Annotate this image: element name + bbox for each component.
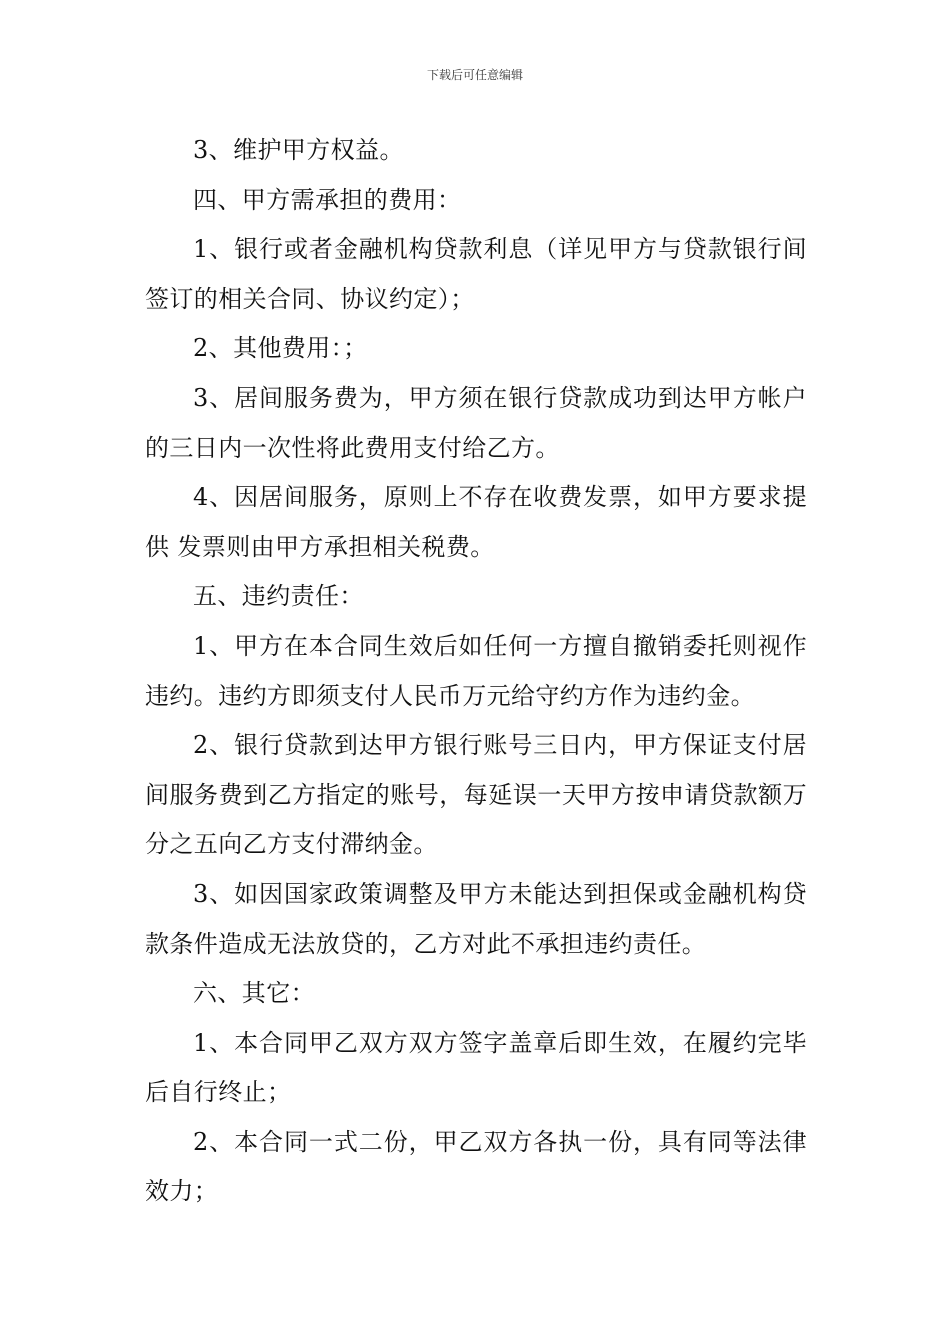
- section-heading-breach: 五、违约责任：: [193, 582, 364, 611]
- section-heading-other: 六、其它：: [193, 979, 315, 1008]
- paragraph-other-1: 1、本合同甲乙双方双方签字盖章后即生效，在履约完毕后自行终止；: [145, 1028, 807, 1107]
- paragraph-fee-4: 4、因居间服务，原则上不存在收费发票，如甲方要求提供 发票则由甲方承担相关税费。: [145, 483, 807, 561]
- header-note: 下载后可任意编辑: [426, 68, 523, 82]
- section-heading-fees: 四、甲方需承担的费用：: [193, 185, 462, 214]
- paragraph-breach-1: 1、甲方在本合同生效后如任何一方擅自撤销委托则视作违约。违约方即须支付人民币万元给守约方作为违约金。: [145, 631, 807, 710]
- paragraph-other-2: 2、本合同一式二份，甲乙双方各执一份，具有同等法律效力；: [145, 1127, 807, 1206]
- paragraph-breach-3: 3、如因国家政策调整及甲方未能达到担保或金融机构贷款条件造成无法放贷的，乙方对此不承担违约责任。: [145, 879, 807, 958]
- paragraph-fee-3: 3、居间服务费为，甲方须在银行贷款成功到达甲方帐户的三日内一次性将此费用支付给乙方。: [145, 383, 807, 462]
- document-body: [145, 126, 807, 1217]
- paragraph-obligation-3: 3、维护甲方权益。: [193, 136, 404, 164]
- paragraph-fee-1: 1、银行或者金融机构贷款利息（详见甲方与贷款银行间签订的相关合同、协议约定）；: [145, 235, 807, 313]
- paragraph-fee-2: 2、其他费用：；: [193, 334, 368, 363]
- paragraph-breach-2: 2、银行贷款到达甲方银行账号三日内，甲方保证支付居间服务费到乙方指定的账号，每延误一天甲方按申请贷款额万分之五向乙方支付滞纳金。: [145, 731, 807, 859]
